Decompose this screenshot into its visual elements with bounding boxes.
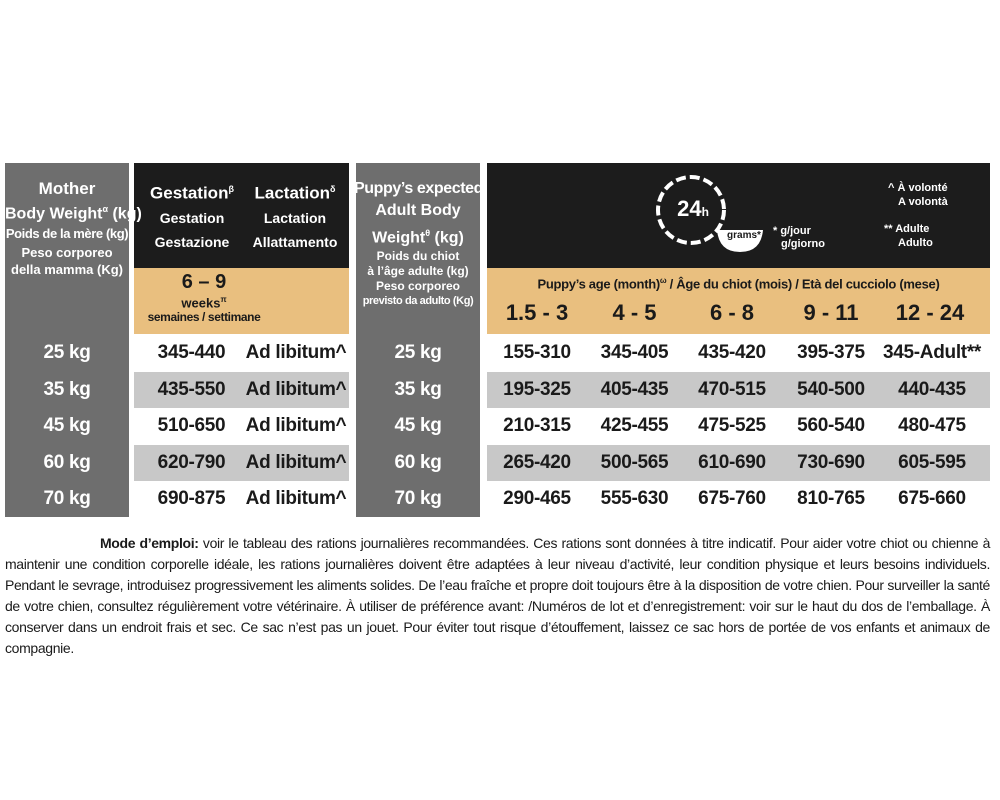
mother-header	[5, 178, 142, 278]
puppy-age-label: Puppy’s age (month)$^\omega$ / Âge du chiot (mois) / Età del cucciolo (mese)	[537, 276, 940, 292]
weeks-block	[134, 271, 274, 325]
mother-weight-cell: 45 kg	[43, 415, 91, 436]
gestation-cell: 345-440	[157, 342, 226, 363]
clock-text: 24h	[677, 196, 709, 221]
ration-cell: 470-515	[698, 379, 766, 400]
ration-cell: 500-565	[600, 452, 669, 473]
adult-weight-cell: 25 kg	[394, 342, 442, 363]
ration-cell: 425-455	[600, 415, 669, 436]
mother-header-fr: Poids de la mère (kg)	[5, 226, 129, 242]
adulte-note-1: ** Adulte	[884, 223, 930, 235]
volonte-note-2: A volontà	[898, 196, 948, 208]
gestation-cell: 690-875	[157, 488, 226, 509]
age-column-header: 12 - 24	[895, 300, 965, 325]
gestation-it: Gestazione	[154, 233, 230, 250]
ration-cell: 730-690	[797, 452, 865, 473]
adult-weight-cell: 45 kg	[394, 415, 442, 436]
mother-header-en-2: Body Weight$^\alpha$ (kg)	[5, 204, 142, 223]
adult-weight-cell: 70 kg	[394, 488, 442, 509]
grams-note	[773, 225, 825, 251]
ration-cell: 440-435	[898, 379, 966, 400]
volonte-note	[888, 181, 948, 209]
mother-header-en-1: Mother	[38, 179, 96, 198]
ration-cell: 210-315	[503, 415, 571, 436]
gestation-title: Gestation$^\beta$	[150, 183, 234, 203]
ration-cell: 395-375	[797, 342, 865, 363]
instructions-paragraph	[5, 533, 990, 659]
adult-header-it-2: previsto da adulto (Kg)	[362, 295, 474, 308]
grams-note-1: * g/jour	[773, 225, 811, 237]
ration-cell: 290-465	[503, 488, 571, 509]
ration-cell: 345-Adult**	[882, 342, 982, 363]
ration-cell: 265-420	[503, 452, 571, 473]
adult-weight-cell: 35 kg	[394, 379, 442, 400]
mother-weight-cell: 35 kg	[43, 379, 91, 400]
adult-header-it-1: Peso corporeo	[375, 279, 461, 294]
ration-cell: 195-325	[503, 379, 571, 400]
age-column-header: 6 - 8	[709, 300, 755, 325]
gestation-fr: Gestation	[159, 209, 225, 226]
lactation-cell: Ad libitum^	[245, 415, 347, 436]
lactation-cell: Ad libitum^	[245, 452, 347, 473]
ration-cell: 675-660	[898, 488, 966, 509]
lactation-cell: Ad libitum^	[245, 342, 347, 363]
lactation-title: Lactation$^\delta$	[254, 183, 336, 203]
adult-header-en-3: Weight$^\theta$ (kg)	[372, 228, 464, 247]
mother-weight-cell: 25 kg	[43, 342, 91, 363]
lactation-fr: Lactation	[263, 209, 327, 226]
lactation-header	[240, 177, 350, 254]
lactation-cell: Ad libitum^	[245, 488, 347, 509]
adult-header-en-2: Adult Body	[375, 202, 461, 219]
volonte-note-1: ^ À volonté	[888, 182, 948, 194]
gestation-cell: 620-790	[157, 452, 226, 473]
ration-cell: 560-540	[797, 415, 865, 436]
grams-note-2: g/giorno	[781, 238, 825, 250]
instructions-text: voir le tableau des rations journalières recommandées. Ces rations sont données à titre indicatif. Pour aider votre chiot ou chienne à maintenir une condition corporelle idéale, les rations journalières doivent être adaptées à leur niveau d’activité, leur condition physique et leurs besoins individuels. Pendant le sevrage, introduisez progressivement les aliments solides. De l’eau fraîche et propre doit toujours être à la disposition de votre chien. Pour surveiller la santé de votre chien, consultez régulièrement votre vétérinaire. À utiliser de préférence avant: /Numéros de lot et d’enregistrement: voir sur le haut du dos de l’emballage. À conserver dans un endroit frais et sec. Ce sac n’est pas un jouet. Pour éviter tout risque d’étouffement, laissez ce sac hors de portée de vos enfants et animaux de compagnie.	[5, 535, 991, 656]
age-column-header: 4 - 5	[612, 300, 657, 325]
adulte-note	[884, 222, 933, 250]
ration-cell: 480-475	[898, 415, 966, 436]
ration-cell: 610-690	[698, 452, 766, 473]
mother-weight-cell: 60 kg	[43, 452, 91, 473]
age-column-header: 1.5 - 3	[505, 300, 569, 325]
weeks-range: 6 – 9	[181, 271, 227, 293]
ration-cell: 155-310	[503, 342, 571, 363]
bowl-label: grams*	[727, 230, 761, 241]
gestation-cell: 435-550	[157, 379, 226, 400]
weeks-fr-it: semaines / settimane	[147, 310, 261, 325]
mother-header-it-2: della mamma (Kg)	[11, 262, 123, 278]
mother-weight-cell: 70 kg	[43, 488, 91, 509]
adult-header-en-1: Puppy’s expected	[354, 180, 484, 197]
lactation-it: Allattamento	[252, 233, 338, 250]
ration-cell: 405-435	[600, 379, 669, 400]
age-column-header: 9 - 11	[803, 300, 859, 325]
mother-header-it-1: Peso corporeo	[21, 245, 113, 261]
ration-cell: 675-760	[698, 488, 766, 509]
ration-cell: 435-420	[698, 342, 766, 363]
weeks-label: weeks$^\pi$	[181, 295, 227, 311]
ration-cell: 555-630	[600, 488, 669, 509]
adult-weight-cell: 60 kg	[394, 452, 442, 473]
ration-cell: 810-765	[797, 488, 865, 509]
gestation-header	[137, 177, 247, 254]
adult-header-fr-2: à l’âge adulte (kg)	[367, 264, 469, 279]
ration-cell: 475-525	[698, 415, 766, 436]
ration-cell: 345-405	[600, 342, 669, 363]
lactation-cell: Ad libitum^	[245, 379, 347, 400]
adulte-note-2: Adulto	[898, 237, 933, 249]
adult-weight-header	[354, 178, 482, 309]
gestation-cell: 510-650	[157, 415, 226, 436]
ration-cell: 540-500	[797, 379, 865, 400]
instructions-label: Mode d’emploi:	[100, 535, 199, 551]
ration-cell: 605-595	[898, 452, 966, 473]
adult-header-fr-1: Poids du chiot	[376, 249, 460, 264]
